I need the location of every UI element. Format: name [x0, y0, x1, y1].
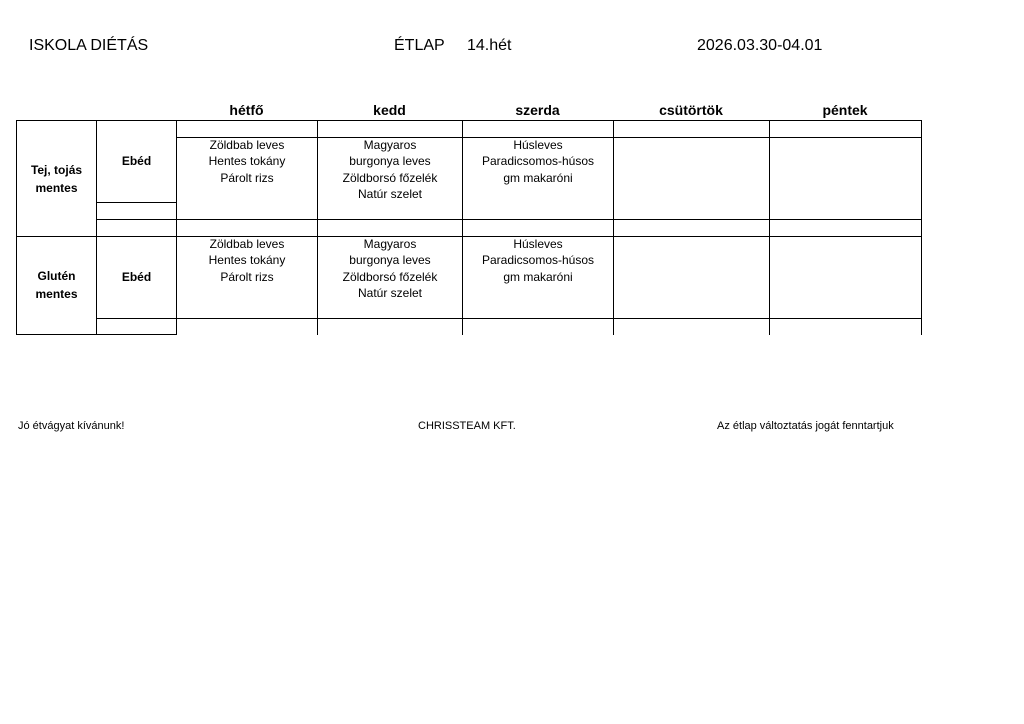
dish-item: Paradicsomos-húsos: [481, 253, 595, 268]
footer-greeting: Jó étvágyat kívánunk!: [18, 420, 125, 432]
dish-item: gm makaróni: [503, 269, 573, 284]
grid-line: [96, 202, 177, 203]
dish-item: Hentes tokány: [208, 154, 286, 169]
dish-item: Zöldborsó főzelék: [342, 269, 438, 284]
menu-cell: [463, 236, 613, 285]
menu-cell: [463, 137, 613, 186]
dish-item: Natúr szelet: [357, 186, 423, 201]
day-header-friday: péntek: [822, 102, 868, 118]
dish-item: Párolt rizs: [220, 269, 274, 284]
dish-item: Magyaros: [363, 138, 417, 152]
footer-company: CHRISSTEAM KFT.: [418, 420, 516, 432]
dish-item: Hentes tokány: [208, 253, 286, 268]
dish-item: Magyaros: [363, 237, 417, 251]
menu-cell: [177, 137, 317, 186]
footer-disclaimer: Az étlap változtatás jogát fenntartjuk: [717, 420, 894, 432]
day-header-thursday: csütörtök: [659, 102, 723, 118]
date-range: 2026.03.30-04.01: [697, 37, 823, 54]
category-label: Glutén mentes: [35, 269, 78, 301]
category-label: Tej, tojás mentes: [30, 163, 83, 195]
dish-item: Zöldborsó főzelék: [342, 170, 438, 185]
dish-item: Zöldbab leves: [209, 138, 285, 152]
grid-line: [96, 318, 922, 319]
school-title: ISKOLA DIÉTÁS: [29, 37, 149, 54]
menu-label: ÉTLAP: [394, 37, 445, 54]
dish-item: Párolt rizs: [220, 170, 274, 185]
dish-item: burgonya leves: [349, 154, 431, 169]
dish-item: Húsleves: [513, 237, 563, 251]
day-header-tuesday: kedd: [373, 102, 406, 118]
grid-line: [921, 120, 922, 335]
week-number: 14.hét: [467, 37, 512, 54]
dish-item: Zöldbab leves: [209, 237, 285, 251]
dish-item: burgonya leves: [349, 253, 431, 268]
dish-item: Paradicsomos-húsos: [481, 154, 595, 169]
dish-item: Húsleves: [513, 138, 563, 152]
meal-label: Ebéd: [121, 270, 152, 284]
meal-label: Ebéd: [121, 154, 152, 168]
grid-line: [769, 120, 770, 335]
grid-line: [96, 219, 922, 220]
grid-line: [613, 120, 614, 335]
grid-line: [96, 120, 97, 335]
dish-item: Natúr szelet: [357, 285, 423, 300]
day-header-monday: hétfő: [229, 102, 264, 118]
day-header-wednesday: szerda: [515, 102, 560, 118]
dish-item: gm makaróni: [503, 170, 573, 185]
menu-cell: [177, 236, 317, 285]
menu-cell: [318, 137, 462, 202]
grid-line: [16, 120, 922, 121]
menu-cell: [318, 236, 462, 301]
